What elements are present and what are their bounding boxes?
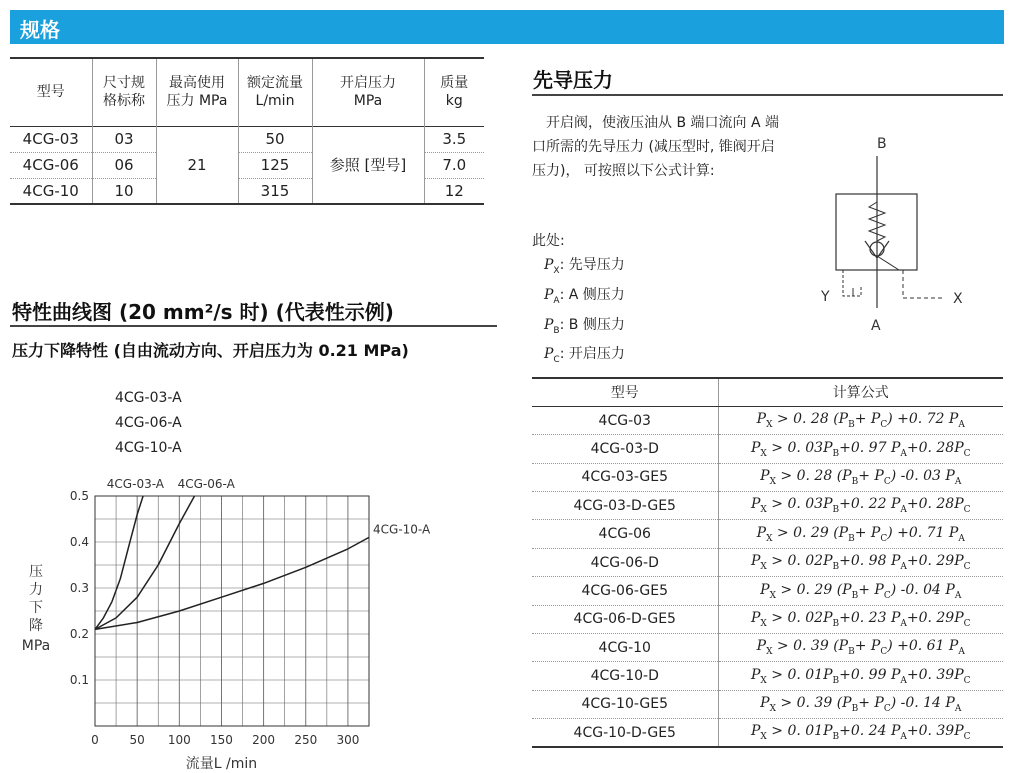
x-tick-label: 200 <box>252 733 276 747</box>
formula-text: $P_X > 0$. $01P_B+0$. 99 $P_A+0$. $39P_C$ <box>750 666 971 686</box>
spec-size: 03 <box>92 126 156 152</box>
x-tick-label: 150 <box>210 733 233 747</box>
spec-flow: 50 <box>238 126 312 152</box>
series-label: 4CG-10-A <box>373 522 431 537</box>
spec-col-size: 尺寸规 格标称 <box>92 58 156 126</box>
table-row <box>532 719 1003 747</box>
formula-model: 4CG-10-D-GE5 <box>532 719 718 747</box>
formula-text: $P_X > 0$. $02P_B+0$. 23 $P_A+0$. $29P_C$ <box>750 609 971 629</box>
series-label: 4CG-06-A <box>177 477 235 491</box>
formula-col-model: 型号 <box>532 378 718 406</box>
spec-mass: 7.0 <box>442 156 467 174</box>
spec-table <box>10 57 484 205</box>
formula-text: $P_X > 0$. $03P_B+0$. 97 $P_A+0$. $28P_C$ <box>750 439 971 459</box>
formula-model: 4CG-06-D <box>532 548 718 576</box>
formula-model: 4CG-10-GE5 <box>532 690 718 718</box>
spec-crack-pressure: 参照 [型号] <box>312 126 424 204</box>
section-header-title: 规格 <box>20 18 60 42</box>
formula-text: $P_X > 0$. 28 $(P_B+ P_C) +0$. 72 $P_A$ <box>756 411 965 430</box>
spec-col-rated-flow: 额定流量 L/min <box>238 58 312 126</box>
port-a-label: A <box>871 318 881 334</box>
y-tick-label: 0.5 <box>69 489 89 503</box>
characteristics-title-underline <box>10 325 497 327</box>
spec-col-crack-pressure: 开启压力 MPa <box>312 58 424 126</box>
formula-text: $P_X > 0$. 39 $(P_B+ P_C) +0$. 61 $P_A$ <box>756 638 965 658</box>
list-item: 4CG-06-A <box>115 415 182 431</box>
spec-flow: 125 <box>238 152 312 178</box>
table-row <box>532 406 1003 434</box>
x-tick-label: 50 <box>129 733 145 747</box>
table-row <box>10 126 484 152</box>
series-line-4CG-10-A <box>95 537 369 629</box>
section-header-bar <box>10 10 1004 44</box>
formula-text: $P_X > 0$. 28 $(P_B+ P_C)$ -0. 03 $P_A$ <box>760 467 962 487</box>
table-row <box>532 634 1003 662</box>
list-item: 4CG-10-A <box>115 440 182 456</box>
spec-flow: 315 <box>238 178 312 204</box>
pilot-title-underline <box>532 94 1003 96</box>
formula-model: 4CG-03-D <box>532 435 718 463</box>
characteristics-subtitle: 压力下降特性 (自由流动方向、开启压力为 0.21 MPa) <box>12 341 409 360</box>
formula-model: 4CG-03-D-GE5 <box>532 492 718 520</box>
formula-text: $P_X > 0$. 39 $(P_B+ P_C)$ -0. 14 $P_A$ <box>760 695 962 714</box>
x-tick-label: 0 <box>91 733 99 747</box>
x-tick-label: 300 <box>336 733 360 747</box>
formula-model: 4CG-03 <box>532 406 718 434</box>
pilot-title: 先导压力 <box>533 68 613 92</box>
spec-model: 4CG-03 <box>10 126 92 152</box>
spec-mass: 3.5 <box>442 130 467 148</box>
x-tick-label: 250 <box>294 733 318 747</box>
characteristics-title: 特性曲线图 (20 mm²/s 时) (代表性示例) <box>12 300 394 324</box>
definition-item: $P_C$: 开启压力 <box>544 346 625 366</box>
spec-col-max-pressure: 最高使用 压力 MPa <box>156 58 238 126</box>
definition-item: $P_A$: A 侧压力 <box>544 286 625 306</box>
formula-text: $P_X > 0$. $02P_B+0$. 98 $P_A+0$. $29P_C$ <box>750 553 971 572</box>
table-row <box>532 690 1003 718</box>
formula-text: $P_X > 0$. $01P_B+0$. 24 $P_A+0$. $39P_C$ <box>750 723 971 743</box>
y-tick-label: 0.3 <box>69 581 89 595</box>
pilot-definitions <box>532 229 625 372</box>
spec-size: 10 <box>92 178 156 204</box>
spec-model: 4CG-06 <box>10 152 92 178</box>
spec-size: 06 <box>92 152 156 178</box>
formula-table <box>532 377 1003 748</box>
spec-model: 4CG-10 <box>10 178 92 204</box>
spec-max-pressure: 21 <box>156 126 238 204</box>
formula-model: 4CG-10-D <box>532 662 718 690</box>
pilot-paragraph: 开启阀，使液压油从 B 端口流向 A 端口所需的先导压力 (减压型时, 锥阀开启压力)， 可按照以下公式计算: <box>532 115 779 179</box>
here-label: 此处: <box>532 233 565 249</box>
y-tick-label: 0.2 <box>69 627 89 641</box>
x-tick-label: 100 <box>167 733 191 747</box>
spec-col-model: 型号 <box>10 58 92 126</box>
table-row <box>532 520 1003 548</box>
formula-col-formula: 计算公式 <box>718 378 1003 406</box>
definition-item: $P_X$: 先导压力 <box>544 257 625 276</box>
table-row <box>532 435 1003 463</box>
formula-model: 4CG-06-GE5 <box>532 577 718 605</box>
formula-model: 4CG-06-D-GE5 <box>532 605 718 633</box>
series-line-4CG-03-A <box>95 496 143 629</box>
formula-text: $P_X > 0$. $03P_B+0$. 22 $P_A+0$. $28P_C$ <box>750 496 971 516</box>
formula-text: $P_X > 0$. 29 $(P_B+ P_C) +0$. 71 $P_A$ <box>756 524 965 544</box>
formula-model: 4CG-06 <box>532 520 718 548</box>
series-label: 4CG-03-A <box>106 477 164 491</box>
port-b-label: B <box>877 136 887 152</box>
y-axis-label: 压力下降 MPa <box>21 564 51 654</box>
x-axis-label: 流量L /min <box>185 756 258 770</box>
y-tick-label: 0.1 <box>69 673 89 687</box>
check-valve-symbol-icon <box>815 128 975 338</box>
pressure-drop-chart <box>10 470 490 770</box>
table-row <box>532 577 1003 605</box>
spec-table-header-row <box>10 58 484 126</box>
port-x-label: X <box>953 291 963 307</box>
definition-item: $P_B$: B 侧压力 <box>544 316 625 336</box>
port-y-label: Y <box>821 289 830 305</box>
table-row <box>532 662 1003 690</box>
table-row <box>532 605 1003 633</box>
y-tick-label: 0.4 <box>69 535 89 549</box>
table-row <box>532 463 1003 491</box>
list-item: 4CG-03-A <box>115 390 182 406</box>
formula-text: $P_X > 0$. 29 $(P_B+ P_C)$ -0. 04 $P_A$ <box>760 581 962 601</box>
table-row <box>532 548 1003 576</box>
table-row <box>532 492 1003 520</box>
formula-model: 4CG-03-GE5 <box>532 463 718 491</box>
spec-col-mass: 质量 kg <box>440 75 469 110</box>
model-list <box>115 386 182 461</box>
formula-model: 4CG-10 <box>532 634 718 662</box>
formula-table-header-row <box>532 378 1003 406</box>
spec-mass: 12 <box>444 181 464 200</box>
